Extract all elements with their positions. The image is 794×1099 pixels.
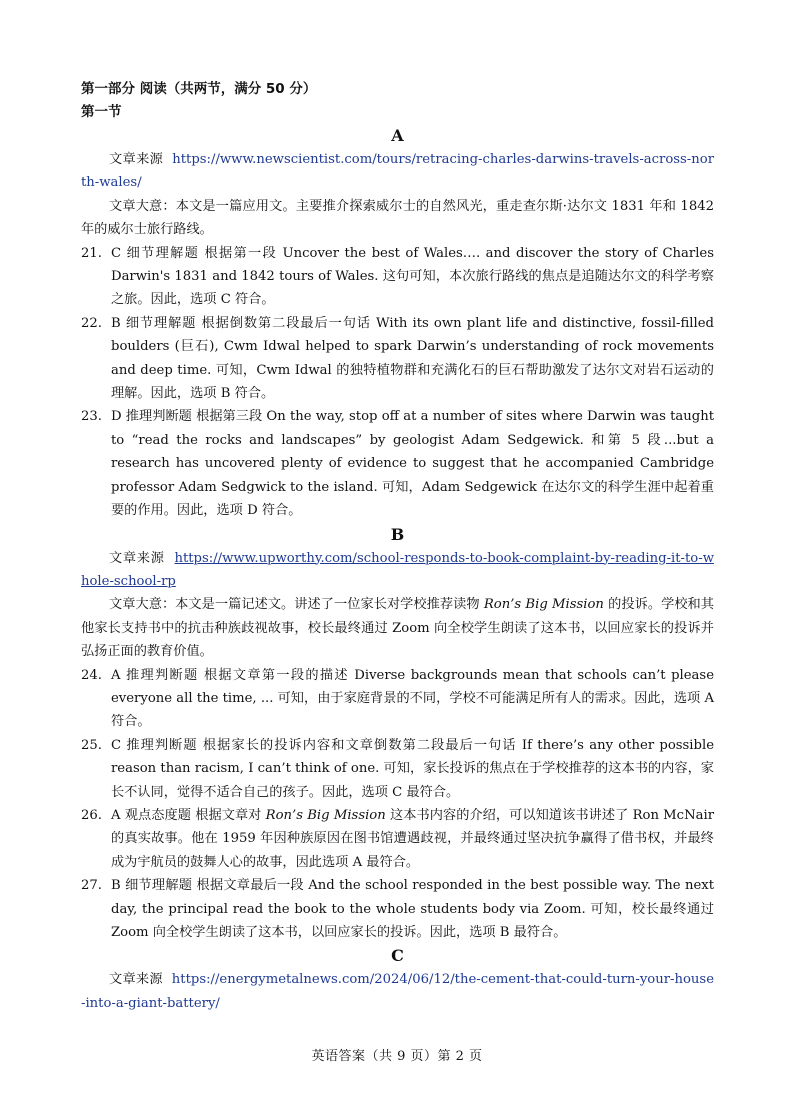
question-answer-pre: A 观点态度题 根据文章对 — [111, 807, 266, 823]
answer-page — [81, 78, 714, 1015]
passage-b-letter: B — [390, 524, 405, 544]
question-answer-post: 这本书内容的介绍，可以知道该书讲述了 Ron McNair 的真实故事。他在 1959 年因种族原因在图书馆遭遇歧视，并最终通过坚决抗争赢得了借书权，并最终成为宇航员的鼓舞人心的故事，因此选项 A 最符合。 — [111, 807, 714, 870]
passage-b-source-link[interactable]: https://www.upworthy.com/school-responds-to-book-complaint-by-reading-it-to-whole-school-rp — [81, 550, 714, 589]
book-title: Ron’s Big Mission — [483, 597, 604, 613]
part-title: 第一部分 阅读（共两节，满分 50 分） — [81, 81, 317, 97]
question-number: 25. — [81, 737, 102, 753]
passage-a-source-link[interactable]: https://www.newscientist.com/tours/retracing-charles-darwins-travels-across-north-wales/ — [81, 152, 714, 191]
question-26 — [81, 804, 714, 874]
question-answer: D 推理判断题 根据第三段 On the way, stop off at a number of sites where Darwin was taught to “read the rocks and landscapes” by geologist Adam Sedgewick. 和第 5 段...but a research has uncovered plenty of evidence to suggest that he accompanied Cambridge professor Adam Sedgwick to the island. 可知，Adam Sedgewick 在达尔文的科学生涯中起着重要的作用。因此，选项 D 符合。 — [111, 409, 714, 519]
passage-a-source — [81, 148, 714, 195]
question-22 — [81, 312, 714, 406]
summary-text: 的投诉。学校和其他家长支持书中的抗击种族歧视故事，校长最终通过 Zoom 向全校学生朗读了这本书，以回应家长的投诉并弘扬正面的教育价值。 — [81, 597, 714, 660]
question-answer: C 细节理解题 根据第一段 Uncover the best of Wales…. and discover the story of Charles Darwin's 1831 and 1842 tours of Wales. 这句可知，本次旅行路线的焦点是追随达尔文的科学考察之旅。因此，选项 C 符合。 — [111, 245, 714, 308]
question-number: 26. — [81, 807, 102, 823]
question-number: 27. — [81, 878, 102, 894]
question-23 — [81, 405, 714, 522]
passage-b-summary — [81, 593, 714, 663]
source-label: 文章来源 — [109, 152, 164, 167]
question-24 — [81, 664, 714, 734]
question-number: 24. — [81, 667, 102, 683]
passage-a-letter: A — [391, 126, 404, 145]
passage-c-source — [81, 968, 714, 1015]
page-footer: 英语答案（共 9 页）第 2 页 — [311, 1049, 483, 1064]
source-label: 文章来源 — [109, 550, 165, 566]
question-answer: B 细节理解题 根据倒数第二段最后一句话 With its own plant life and distinctive, fossil-filled boulders (巨石), Cwm Idwal helped to spark Darwin’s understanding of rock movements and deep time. 可知，Cwm Idwal 的独特植物群和充满化石的巨石帮助激发了达尔文对岩石运动的理解。因此，选项 B 符合。 — [111, 315, 714, 402]
question-number: 21. — [81, 245, 102, 261]
book-title: Ron’s Big Mission — [265, 807, 386, 823]
question-25 — [81, 734, 714, 804]
source-label: 文章来源 — [109, 972, 163, 988]
passage-a-summary: 文章大意：本文是一篇应用文。主要推介探索威尔士的自然风光，重走查尔斯·达尔文 1831 年和 1842 年的威尔士旅行路线。 — [81, 198, 714, 238]
question-21 — [81, 242, 714, 312]
question-answer: C 推理判断题 根据家长的投诉内容和文章倒数第二段最后一句话 If there’s any other possible reason than racism, I can’t think of one. 可知，家长投诉的焦点在于学校推荐的这本书的内容，家长不认同，觉得不适合自己的孩子。因此，选项 C 最符合。 — [111, 737, 714, 800]
question-number: 23. — [81, 409, 102, 425]
passage-b-source — [81, 547, 714, 594]
section-title: 第一节 — [81, 104, 122, 120]
question-number: 22. — [81, 315, 102, 331]
question-answer: B 细节理解题 根据文章最后一段 And the school responded in the best possible way. The next day, the principal read the book to the whole students body via Zoom. 可知，校长最终通过 Zoom 向全校学生朗读了这本书，以回应家长的投诉。因此，选项 B 最符合。 — [111, 878, 714, 940]
summary-text: 文章大意：本文是一篇记述文。讲述了一位家长对学校推荐读物 — [109, 597, 484, 613]
question-27 — [81, 874, 714, 944]
passage-c-source-link[interactable]: https://energymetalnews.com/2024/06/12/the-cement-that-could-turn-your-house-into-a-giant-battery/ — [81, 972, 715, 1011]
question-answer: A 推理判断题 根据文章第一段的描述 Diverse backgrounds mean that schools can’t please everyone all the time, ... 可知，由于家庭背景的不同，学校不可能满足所有人的需求。因此，选项 A 符合。 — [111, 667, 714, 730]
passage-c-letter: C — [391, 946, 404, 966]
